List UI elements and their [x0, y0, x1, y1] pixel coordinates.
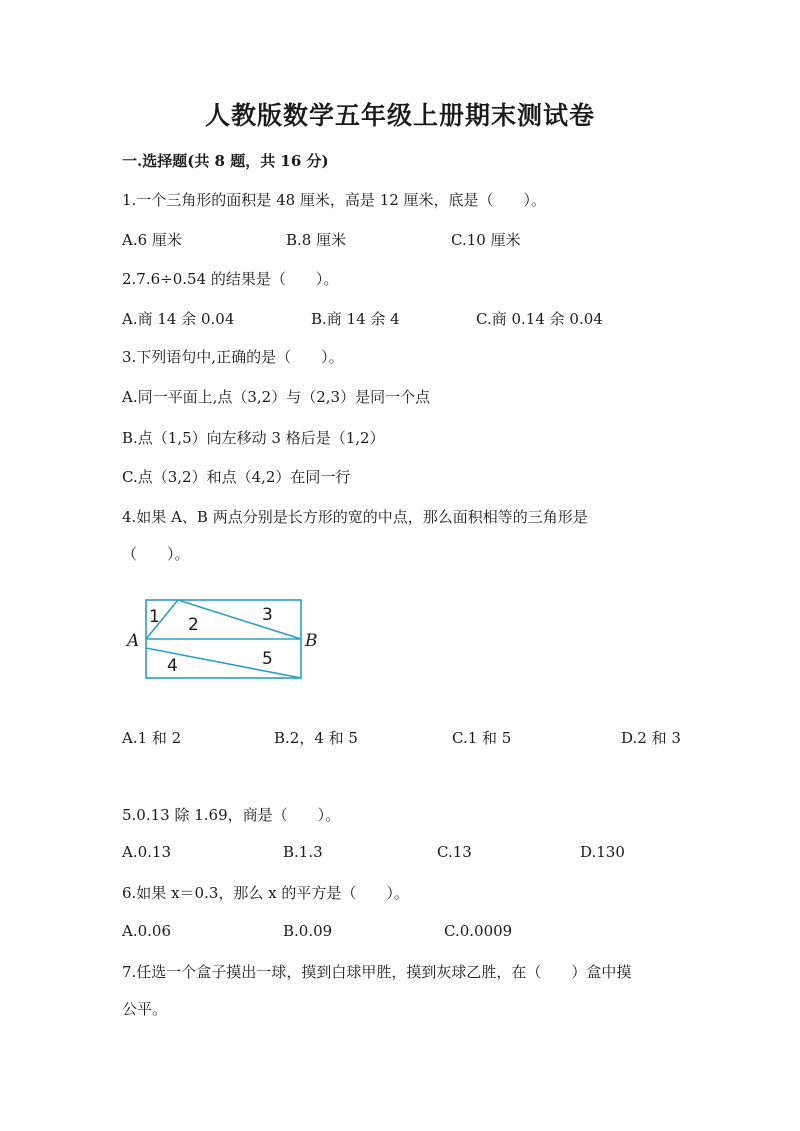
region-4-label: 4 [167, 656, 178, 676]
question-2-option-c: C.商 0.14 余 0.04 [476, 310, 603, 328]
question-4-option-d: D.2 和 3 [621, 729, 681, 747]
region-1-label: 1 [149, 607, 160, 627]
question-5-option-c: C.13 [437, 843, 472, 861]
region-3-label: 3 [262, 605, 273, 625]
rectangle-figure [124, 592, 334, 684]
question-6-option-a: A.0.06 [122, 922, 171, 940]
rectangle-diagram [124, 592, 334, 684]
question-3-option-a: A.同一平面上,点（3,2）与（2,3）是同一个点 [122, 388, 431, 406]
question-1-option-c: C.10 厘米 [451, 231, 521, 249]
region-2-label: 2 [188, 615, 199, 635]
question-3-option-b: B.点（1,5）向左移动 3 格后是（1,2） [122, 429, 385, 447]
region-5-label: 5 [262, 649, 273, 669]
question-5-option-b: B.1.3 [283, 843, 323, 861]
section-heading: 一.选择题(共 8 题，共 16 分) [122, 152, 329, 170]
question-5-stem: 5.0.13 除 1.69，商是（ ）。 [122, 806, 341, 824]
question-6-option-b: B.0.09 [283, 922, 333, 940]
question-7-stem-line-2: 公平。 [122, 1000, 168, 1018]
question-4-option-b: B.2，4 和 5 [274, 729, 358, 747]
question-6-stem: 6.如果 x＝0.3，那么 x 的平方是（ ）。 [122, 884, 409, 902]
question-1-stem: 1.一个三角形的面积是 48 厘米，高是 12 厘米，底是（ ）。 [122, 191, 547, 209]
question-3-option-c: C.点（3,2）和点（4,2）在同一行 [122, 468, 351, 486]
question-2-option-b: B.商 14 余 4 [311, 310, 400, 328]
point-b-label: B [305, 631, 318, 651]
question-4-stem-line-1: 4.如果 A、B 两点分别是长方形的宽的中点，那么面积相等的三角形是 [122, 508, 588, 526]
page-title: 人教版数学五年级上册期末测试卷 [204, 101, 595, 130]
point-a-label: A [127, 631, 140, 651]
question-4-stem-line-2: （ ）。 [122, 545, 190, 563]
question-6-option-c: C.0.0009 [444, 922, 513, 940]
question-1-option-b: B.8 厘米 [286, 231, 347, 249]
question-3-stem: 3.下列语句中,正确的是（ ）。 [122, 348, 344, 366]
question-2-option-a: A.商 14 余 0.04 [122, 310, 235, 328]
question-5-option-d: D.130 [580, 843, 625, 861]
question-1-option-a: A.6 厘米 [122, 231, 182, 249]
question-4-option-c: C.1 和 5 [452, 729, 512, 747]
question-2-stem: 2.7.6÷0.54 的结果是（ ）。 [122, 270, 339, 288]
question-5-option-a: A.0.13 [122, 843, 171, 861]
question-4-option-a: A.1 和 2 [122, 729, 182, 747]
question-7-stem-line-1: 7.任选一个盒子摸出一球，摸到白球甲胜，摸到灰球乙胜，在（ ）盒中摸 [122, 963, 632, 981]
